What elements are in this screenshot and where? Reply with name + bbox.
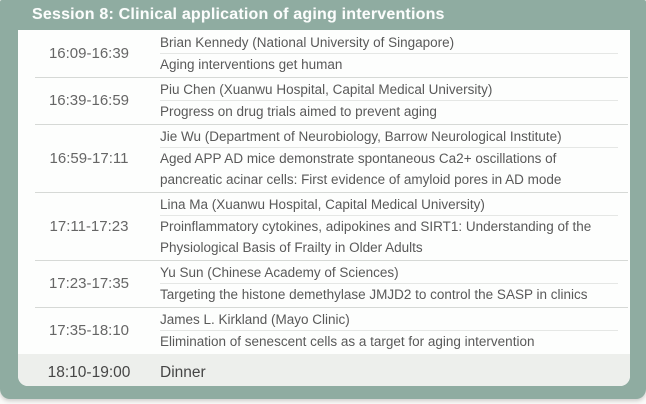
talk-title: Targeting the histone demethylase JMJD2 to control the SASP in clinics (160, 287, 588, 302)
speaker-name: Lina Ma (Xuanwu Hospital, Capital Medical University) (160, 197, 485, 212)
speaker-name: Brian Kennedy (National University of Singapore) (160, 35, 455, 50)
dinner-time: 18:10-19:00 (47, 364, 131, 381)
session-time: 17:11-17:23 (49, 217, 129, 235)
talk-title: Aging interventions get human (160, 57, 343, 72)
session-row (18, 260, 630, 307)
session-row (18, 77, 630, 124)
schedule-card (18, 30, 630, 386)
dinner-row (18, 354, 630, 386)
talk-title: Elimination of senescent cells as a target for aging intervention (160, 334, 535, 349)
session-detail (160, 309, 620, 352)
session-row (18, 124, 630, 192)
speaker-name: Yu Sun (Chinese Academy of Sciences) (160, 265, 399, 280)
session-detail (160, 194, 620, 258)
session-time: 16:39-16:59 (48, 92, 130, 109)
session-row (18, 307, 630, 354)
talk-title: Progress on drug trials aimed to prevent aging (160, 104, 437, 119)
session-detail (160, 262, 620, 305)
session-row (18, 30, 630, 77)
speaker-name: Piu Chen (Xuanwu Hospital, Capital Medical University) (160, 82, 493, 97)
talk-title: Proinflammatory cytokines, adipokines and SIRT1: Understanding of the Physiological Basis of Frailty in Older Adults (160, 219, 592, 255)
session-time: 17:35-18:10 (48, 322, 130, 339)
session-title: Session 8: Clinical application of aging interventions (32, 6, 445, 23)
session-time: 17:23-17:35 (48, 275, 130, 292)
speaker-name: Jie Wu (Department of Neurobiology, Barrow Neurological Institute) (160, 129, 562, 144)
session-rows (18, 30, 630, 354)
dinner-label: Dinner (160, 364, 206, 381)
session-header (0, 0, 646, 30)
speaker-name: James L. Kirkland (Mayo Clinic) (160, 312, 350, 327)
talk-title: Aged APP AD mice demonstrate spontaneous Ca2+ oscillations of pancreatic acinar cells: First evidence of amyloid pores in AD mode (160, 151, 562, 187)
session-time: 16:59-17:11 (49, 149, 129, 167)
session-detail (160, 126, 620, 190)
session-time: 16:09-16:39 (48, 45, 130, 62)
session-detail (160, 32, 620, 75)
session-row (18, 192, 630, 260)
session-detail (160, 79, 620, 122)
